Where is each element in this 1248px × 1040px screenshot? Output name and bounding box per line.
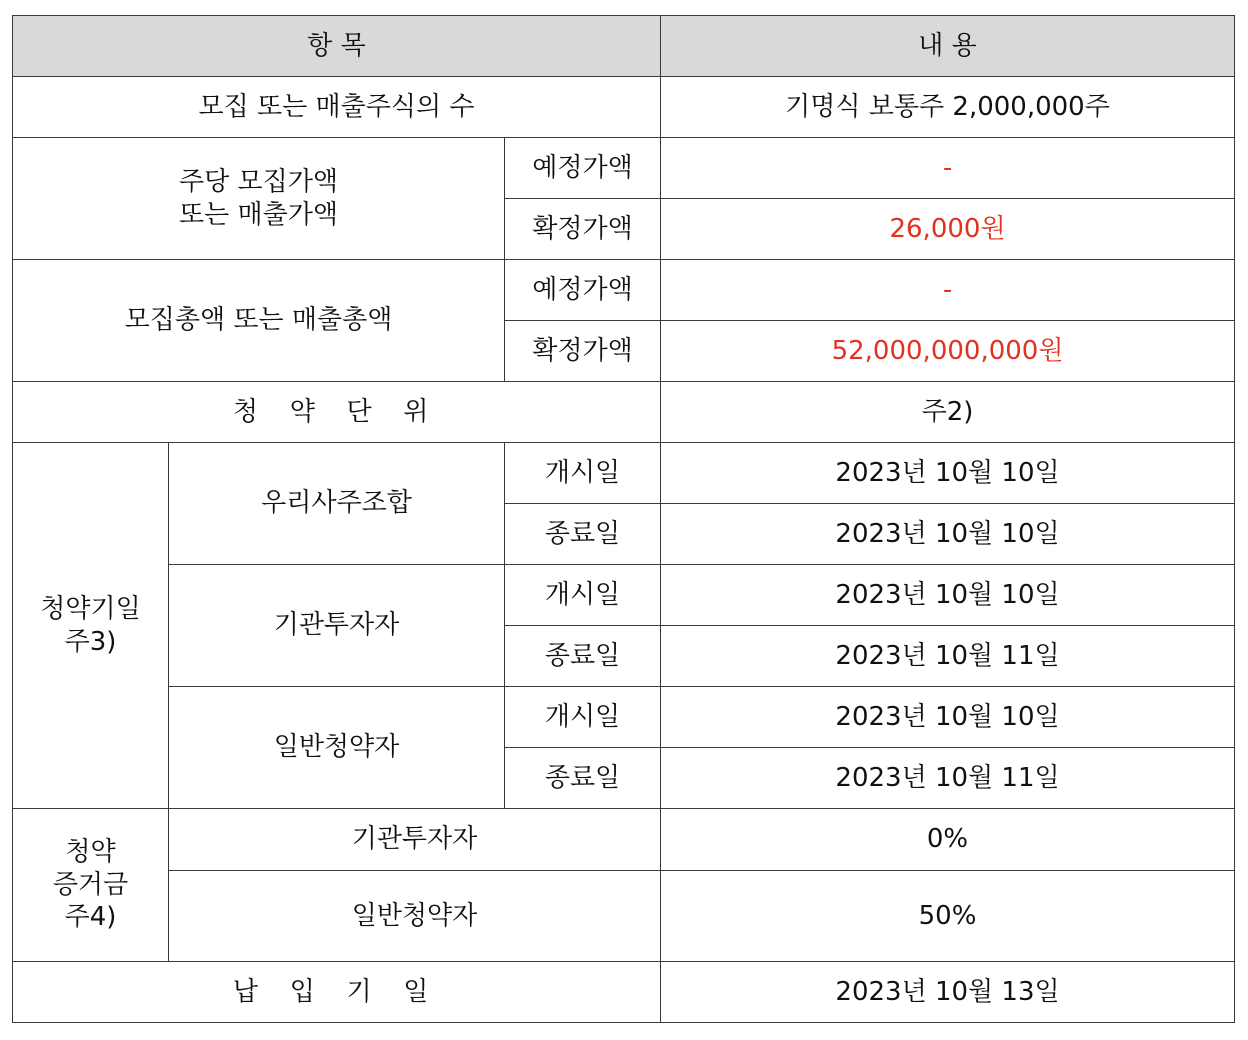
period-group-name: 기관투자자 bbox=[169, 565, 505, 687]
total-expected-row bbox=[13, 260, 1235, 321]
period-label-line1: 청약기일 bbox=[40, 594, 141, 624]
price-expected-value: - bbox=[661, 138, 1235, 199]
period-end-date: 2023년 10월 11일 bbox=[661, 748, 1235, 809]
deposit-label-line3: 주4) bbox=[64, 902, 117, 933]
period-start-label: 개시일 bbox=[505, 565, 661, 626]
period-start-date: 2023년 10월 10일 bbox=[661, 687, 1235, 748]
price-label-line1: 주당 모집가액 bbox=[179, 167, 338, 197]
period-end-date: 2023년 10월 11일 bbox=[661, 626, 1235, 687]
price-expected-row bbox=[13, 138, 1235, 199]
period-end-label: 종료일 bbox=[505, 504, 661, 565]
unit-row bbox=[13, 382, 1235, 443]
unit-value: 주2) bbox=[661, 382, 1235, 443]
shares-value: 기명식 보통주 2,000,000주 bbox=[661, 77, 1235, 138]
unit-label: 청 약 단 위 bbox=[13, 382, 661, 443]
period-end-label: 종료일 bbox=[505, 748, 661, 809]
total-expected-label: 예정가액 bbox=[505, 260, 661, 321]
deposit-retail-label: 일반청약자 bbox=[169, 871, 661, 962]
payment-value: 2023년 10월 13일 bbox=[661, 962, 1235, 1023]
period-start-date: 2023년 10월 10일 bbox=[661, 565, 1235, 626]
period-end-label: 종료일 bbox=[505, 626, 661, 687]
total-expected-value: - bbox=[661, 260, 1235, 321]
deposit-label-line2: 증거금 bbox=[52, 869, 129, 900]
deposit-retail-value: 50% bbox=[661, 871, 1235, 962]
price-final-label: 확정가액 bbox=[505, 199, 661, 260]
header-row bbox=[13, 16, 1235, 77]
period-row bbox=[13, 687, 1235, 748]
period-group-name: 일반청약자 bbox=[169, 687, 505, 809]
payment-row bbox=[13, 962, 1235, 1023]
shares-row bbox=[13, 77, 1235, 138]
period-end-date: 2023년 10월 10일 bbox=[661, 504, 1235, 565]
header-item: 항 목 bbox=[13, 16, 661, 77]
period-label-line2: 주3) bbox=[64, 626, 117, 657]
offering-summary-table bbox=[12, 15, 1235, 1023]
deposit-label-line1: 청약 bbox=[65, 837, 116, 868]
period-row bbox=[13, 443, 1235, 504]
period-row bbox=[13, 565, 1235, 626]
deposit-label bbox=[13, 809, 169, 962]
deposit-retail-row bbox=[13, 871, 1235, 962]
period-group-name: 우리사주조합 bbox=[169, 443, 505, 565]
period-label bbox=[13, 443, 169, 809]
total-final-value: 52,000,000,000원 bbox=[661, 321, 1235, 382]
total-final-label: 확정가액 bbox=[505, 321, 661, 382]
period-start-label: 개시일 bbox=[505, 443, 661, 504]
shares-label: 모집 또는 매출주식의 수 bbox=[13, 77, 661, 138]
total-label: 모집총액 또는 매출총액 bbox=[13, 260, 505, 382]
payment-label: 납 입 기 일 bbox=[13, 962, 661, 1023]
price-label bbox=[13, 138, 505, 260]
header-content: 내 용 bbox=[661, 16, 1235, 77]
period-start-date: 2023년 10월 10일 bbox=[661, 443, 1235, 504]
price-expected-label: 예정가액 bbox=[505, 138, 661, 199]
deposit-institutional-row bbox=[13, 809, 1235, 871]
deposit-institutional-label: 기관투자자 bbox=[169, 809, 661, 871]
period-start-label: 개시일 bbox=[505, 687, 661, 748]
price-final-value: 26,000원 bbox=[661, 199, 1235, 260]
deposit-institutional-value: 0% bbox=[661, 809, 1235, 871]
price-label-line2: 또는 매출가액 bbox=[179, 199, 338, 230]
